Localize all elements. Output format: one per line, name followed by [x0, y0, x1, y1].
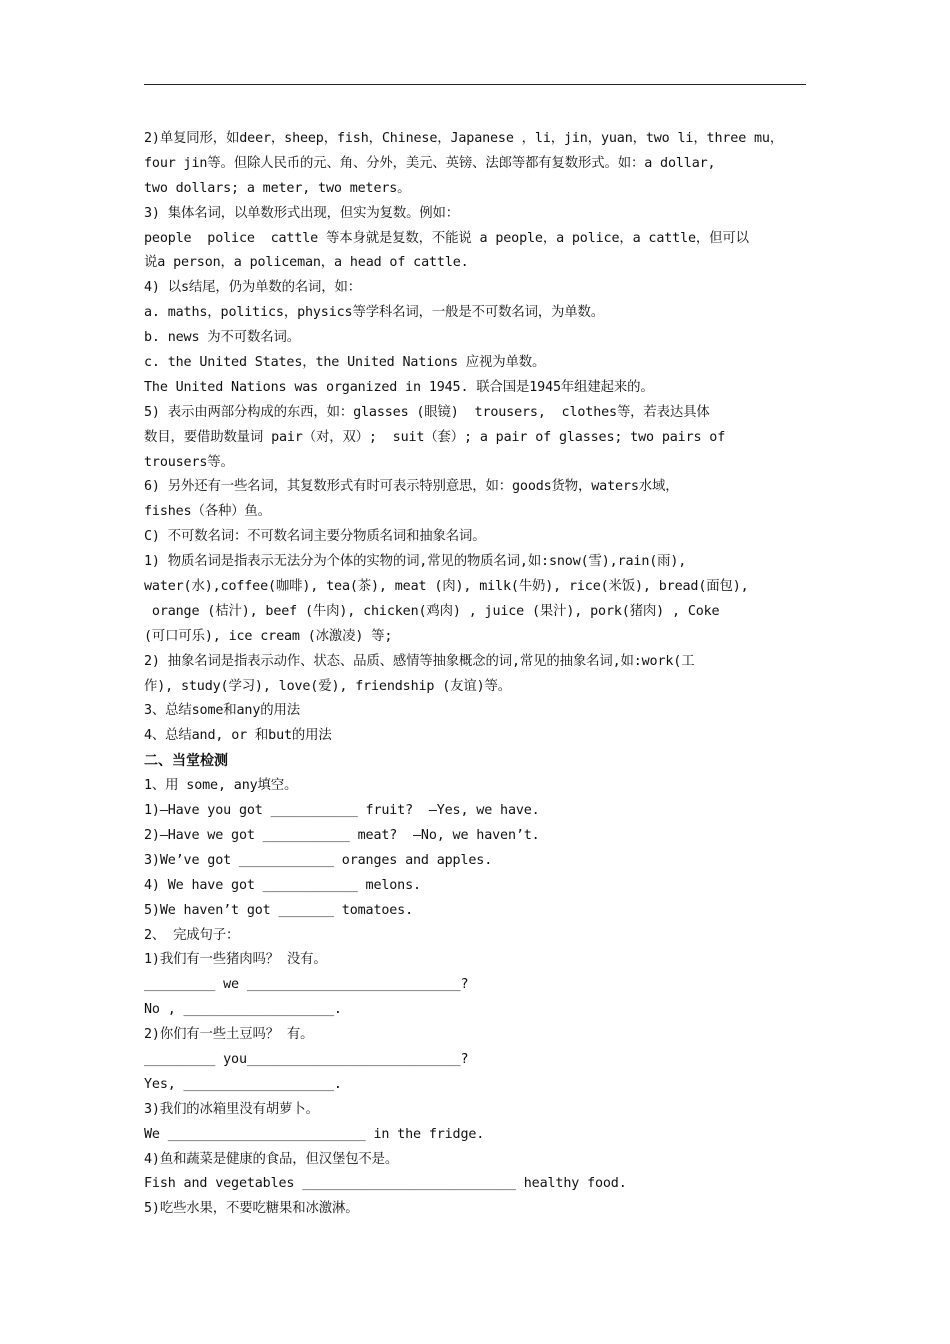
exercise-line: 1)我们有一些猪肉吗？ 没有。 — [144, 952, 327, 968]
doc-line: people police cattle 等本身就是复数，不能说 a people，a police，a cattle，但可以 — [144, 230, 749, 246]
doc-line: 数目，要借助数量词 pair（对，双）; suit（套）; a pair of glasses; two pairs of — [144, 429, 726, 445]
doc-line: 1) 物质名词是指表示无法分为个体的实物的词,常见的物质名词,如:snow(雪),rain(雨), — [144, 554, 687, 570]
doc-line: b. news 为不可数名词。 — [144, 330, 300, 346]
doc-line: trousers等。 — [144, 454, 234, 470]
exercise-line: 4) We have got ____________ melons. — [144, 877, 421, 893]
doc-line: (可口可乐), ice cream (冰激凌) 等; — [144, 628, 393, 644]
doc-line: 4) 以s结尾，仍为单数的名词，如： — [144, 280, 362, 296]
doc-line: 说a person，a policeman，a head of cattle. — [144, 255, 469, 271]
doc-line: two dollars; a meter, two meters。 — [144, 180, 411, 196]
doc-line: 作), study(学习), love(爱), friendship (友谊)等。 — [144, 678, 512, 694]
header-rule — [144, 84, 806, 85]
doc-line: 4、总结and, or 和but的用法 — [144, 728, 332, 744]
doc-line: four jin等。但除人民币的元、角、分外，美元、英镑、法郎等都有复数形式。如：a dollar, — [144, 155, 716, 171]
exercise-line: 5)We haven’t got _______ tomatoes. — [144, 902, 414, 918]
doc-line: 3、总结some和any的用法 — [144, 703, 300, 719]
doc-line: orange (桔汁), beef (牛肉), chicken(鸡肉) , juice (果汁), pork(猪肉) , Coke — [144, 603, 720, 619]
doc-line: water(水),coffee(咖啡), tea(茶), meat (肉), milk(牛奶), rice(米饭), bread(面包), — [144, 579, 749, 595]
doc-line: The United Nations was organized in 1945. 联合国是1945年组建起来的。 — [144, 379, 654, 395]
exercise-line: 3)We’ve got ____________ oranges and apples. — [144, 852, 493, 868]
doc-line: 2)单复同形，如deer，sheep，fish，Chinese，Japanese ，li，jin，yuan，two li，three mu， — [144, 131, 784, 146]
exercise-line: 1)—Have you got ___________ fruit? —Yes, we have. — [144, 803, 540, 819]
doc-line: 2) 抽象名词是指表示动作、状态、品质、感情等抽象概念的词,常见的抽象名词,如:work(工 — [144, 653, 695, 669]
doc-line: 5) 表示由两部分构成的东西，如：glasses (眼镜) trousers, clothes等，若表达具体 — [144, 404, 710, 420]
exercise-line: 2)你们有一些土豆吗？ 有。 — [144, 1027, 314, 1043]
doc-line: c. the United States，the United Nations 应视为单数。 — [144, 355, 546, 371]
exercise-line: No , ___________________. — [144, 1002, 342, 1018]
exercise-line: Yes, ___________________. — [144, 1076, 342, 1092]
exercise-line: 2)—Have we got ___________ meat? —No, we haven’t. — [144, 827, 540, 843]
doc-line: 1、用 some, any填空。 — [144, 778, 298, 794]
doc-line: a. maths，politics，physics等学科名词，一般是不可数名词，为单数。 — [144, 305, 605, 321]
exercise-line: 3)我们的冰箱里没有胡萝卜。 — [144, 1101, 319, 1117]
doc-line: C) 不可数名词：不可数名词主要分物质名词和抽象名词。 — [144, 529, 486, 545]
section-heading: 二、当堂检测 — [144, 753, 228, 770]
doc-line: 6) 另外还有一些名词，其复数形式有时可表示特别意思，如：goods货物，waters水域， — [144, 479, 679, 495]
exercise-line: We _________________________ in the fridge. — [144, 1126, 485, 1142]
exercise-line: _________ you___________________________? — [144, 1051, 469, 1067]
exercise-line: Fish and vegetables ___________________________ healthy food. — [144, 1176, 627, 1192]
exercise-line: 5)吃些水果，不要吃糖果和冰激淋。 — [144, 1201, 359, 1217]
doc-line: 3) 集体名词，以单数形式出现，但实为复数。例如： — [144, 205, 460, 221]
exercise-line: 4)鱼和蔬菜是健康的食品，但汉堡包不是。 — [144, 1151, 399, 1167]
doc-line: 2、 完成句子： — [144, 927, 240, 943]
document-body — [144, 127, 812, 1222]
exercise-line: _________ we ___________________________? — [144, 977, 469, 993]
doc-line: fishes（各种）鱼。 — [144, 504, 271, 520]
